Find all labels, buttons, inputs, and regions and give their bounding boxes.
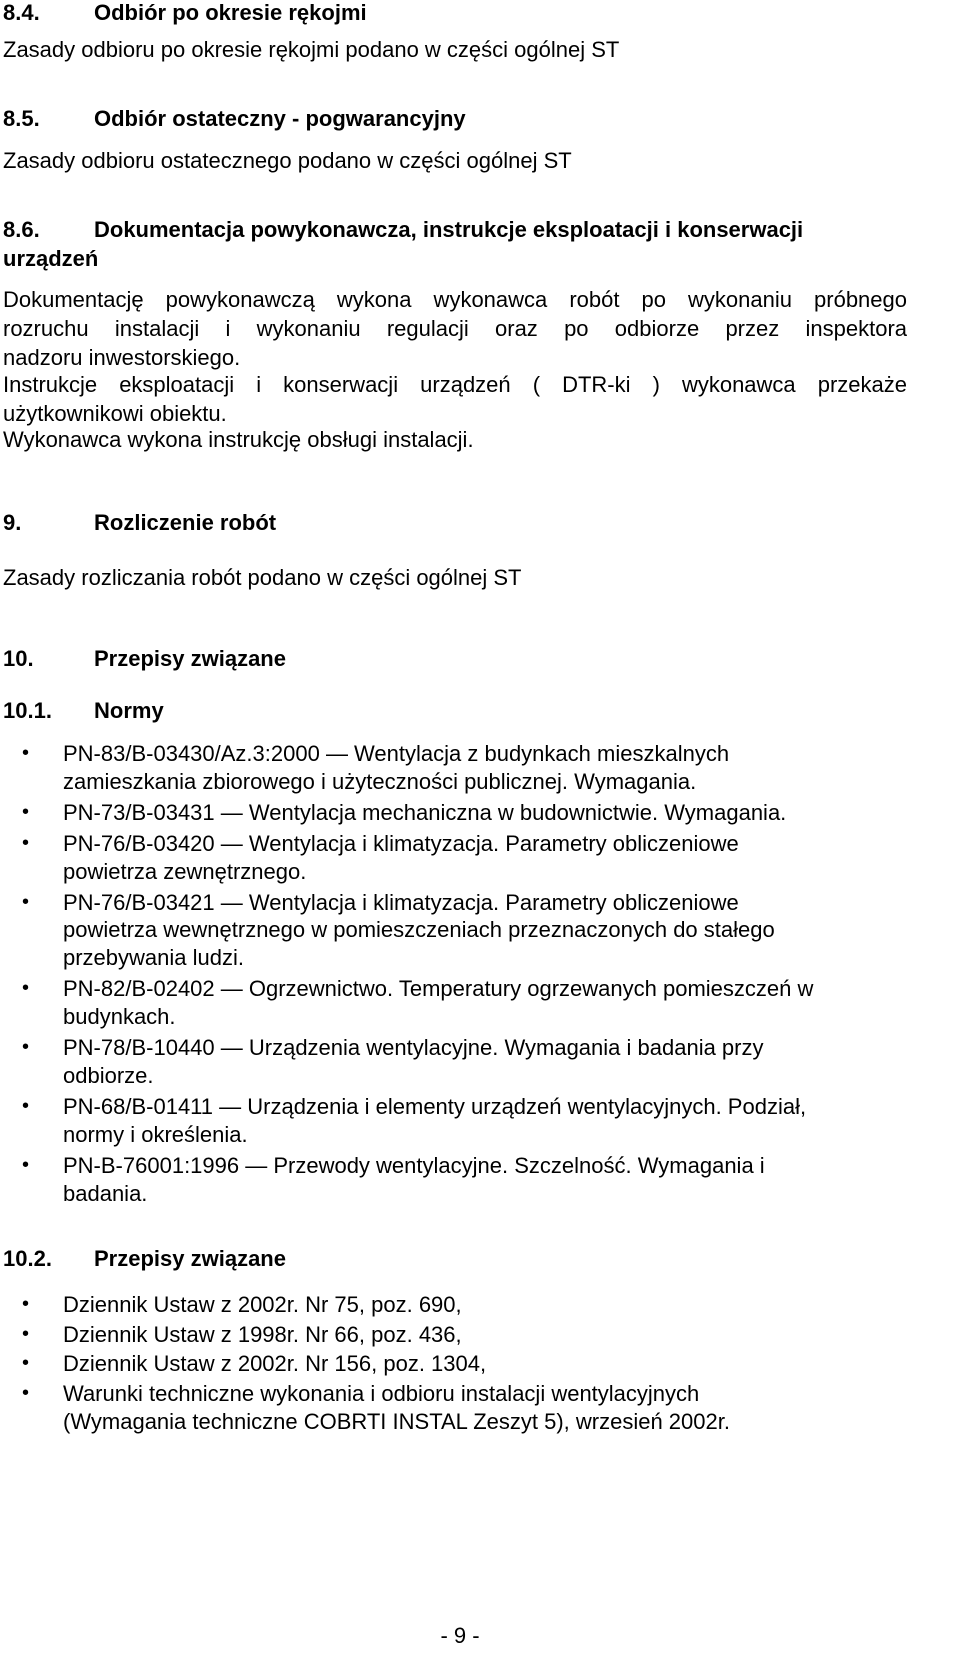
section-title: Odbiór ostateczny - pogwarancyjny [94,106,466,131]
section-title: Rozliczenie robót [94,510,277,535]
list-item-line: (Wymagania techniczne COBRTI INSTAL Zeszyt 5), wrzesień 2002r. [63,1409,730,1434]
bullet-icon: • [22,1154,30,1176]
section-title: Normy [94,698,164,723]
list-item-line: PN-73/B-03431 — Wentylacja mechaniczna w budownictwie. Wymagania. [63,800,787,825]
section-title: Odbiór po okresie rękojmi [94,0,367,25]
list-item-line: PN-78/B-10440 — Urządzenia wentylacyjne. Wymagania i badania przy [63,1035,764,1060]
list-item-line: PN-B-76001:1996 — Przewody wentylacyjne. Szczelność. Wymagania i [63,1153,765,1178]
section-number: 8.4. [3,0,40,25]
paragraph: Zasady odbioru po okresie rękojmi podano w części ogólnej ST [3,37,620,62]
list-item-line: odbiorze. [63,1063,154,1088]
list-item-line: budynkach. [63,1004,176,1029]
section-title: Przepisy związane [94,1246,286,1271]
list-item-line: Dziennik Ustaw z 2002r. Nr 75, poz. 690, [63,1292,462,1317]
list-item-line: Dziennik Ustaw z 1998r. Nr 66, poz. 436, [63,1322,462,1347]
section-title: Przepisy związane [94,646,286,671]
paragraph: Zasady rozliczania robót podano w części ogólnej ST [3,565,522,590]
bullet-icon: • [22,742,30,764]
bullet-icon: • [22,801,30,823]
list-item-line: normy i określenia. [63,1122,248,1147]
section-title: Dokumentacja powykonawcza, instrukcje eksploatacji i konserwacji [94,217,804,242]
section-number: 10.1. [3,698,52,723]
list-item-line: PN-76/B-03420 — Wentylacja i klimatyzacja. Parametry obliczeniowe [63,831,739,856]
bullet-icon: • [22,1036,30,1058]
bullet-icon: • [22,1352,30,1374]
bullet-icon: • [22,1095,30,1117]
list-item-line: PN-82/B-02402 — Ogrzewnictwo. Temperatury ogrzewanych pomieszczeń w [63,976,814,1001]
bullet-icon: • [22,1382,30,1404]
paragraph-line: Instrukcje eksploatacji i konserwacji urządzeń ( DTR-ki ) wykonawca przekaże [3,372,907,397]
list-item-line: PN-76/B-03421 — Wentylacja i klimatyzacja. Parametry obliczeniowe [63,890,739,915]
paragraph-line: Wykonawca wykona instrukcję obsługi instalacji. [3,427,474,452]
list-item-line: przebywania ludzi. [63,945,244,970]
list-item-line: PN-83/B-03430/Az.3:2000 — Wentylacja z budynkach mieszkalnych [63,741,730,766]
paragraph: Zasady odbioru ostatecznego podano w części ogólnej ST [3,148,572,173]
paragraph-line: Dokumentację powykonawczą wykona wykonawca robót po wykonaniu próbnego [3,287,907,312]
paragraph-line: użytkownikowi obiektu. [3,401,227,426]
list-item-line: PN-68/B-01411 — Urządzenia i elementy urządzeń wentylacyjnych. Podział, [63,1094,807,1119]
section-number: 9. [3,510,22,535]
page-number: - 9 - [440,1623,480,1648]
bullet-icon: • [22,1323,30,1345]
paragraph-line: rozruchu instalacji i wykonaniu regulacji oraz po odbiorze przez inspektora [3,316,907,341]
section-number: 10.2. [3,1246,52,1271]
list-item-line: badania. [63,1181,148,1206]
bullet-icon: • [22,977,30,999]
section-number: 10. [3,646,34,671]
section-number: 8.6. [3,217,40,242]
list-item-line: Warunki techniczne wykonania i odbioru instalacji wentylacyjnych [63,1381,700,1406]
list-item-line: powietrza zewnętrznego. [63,859,307,884]
bullet-icon: • [22,832,30,854]
section-number: 8.5. [3,106,40,131]
list-item-line: zamieszkania zbiorowego i użyteczności publicznej. Wymagania. [63,769,697,794]
bullet-icon: • [22,891,30,913]
section-title-continuation: urządzeń [3,246,99,271]
list-item-line: Dziennik Ustaw z 2002r. Nr 156, poz. 1304, [63,1351,487,1376]
bullet-icon: • [22,1293,30,1315]
paragraph-line: nadzoru inwestorskiego. [3,345,241,370]
list-item-line: powietrza wewnętrznego w pomieszczeniach przeznaczonych do stałego [63,917,775,942]
